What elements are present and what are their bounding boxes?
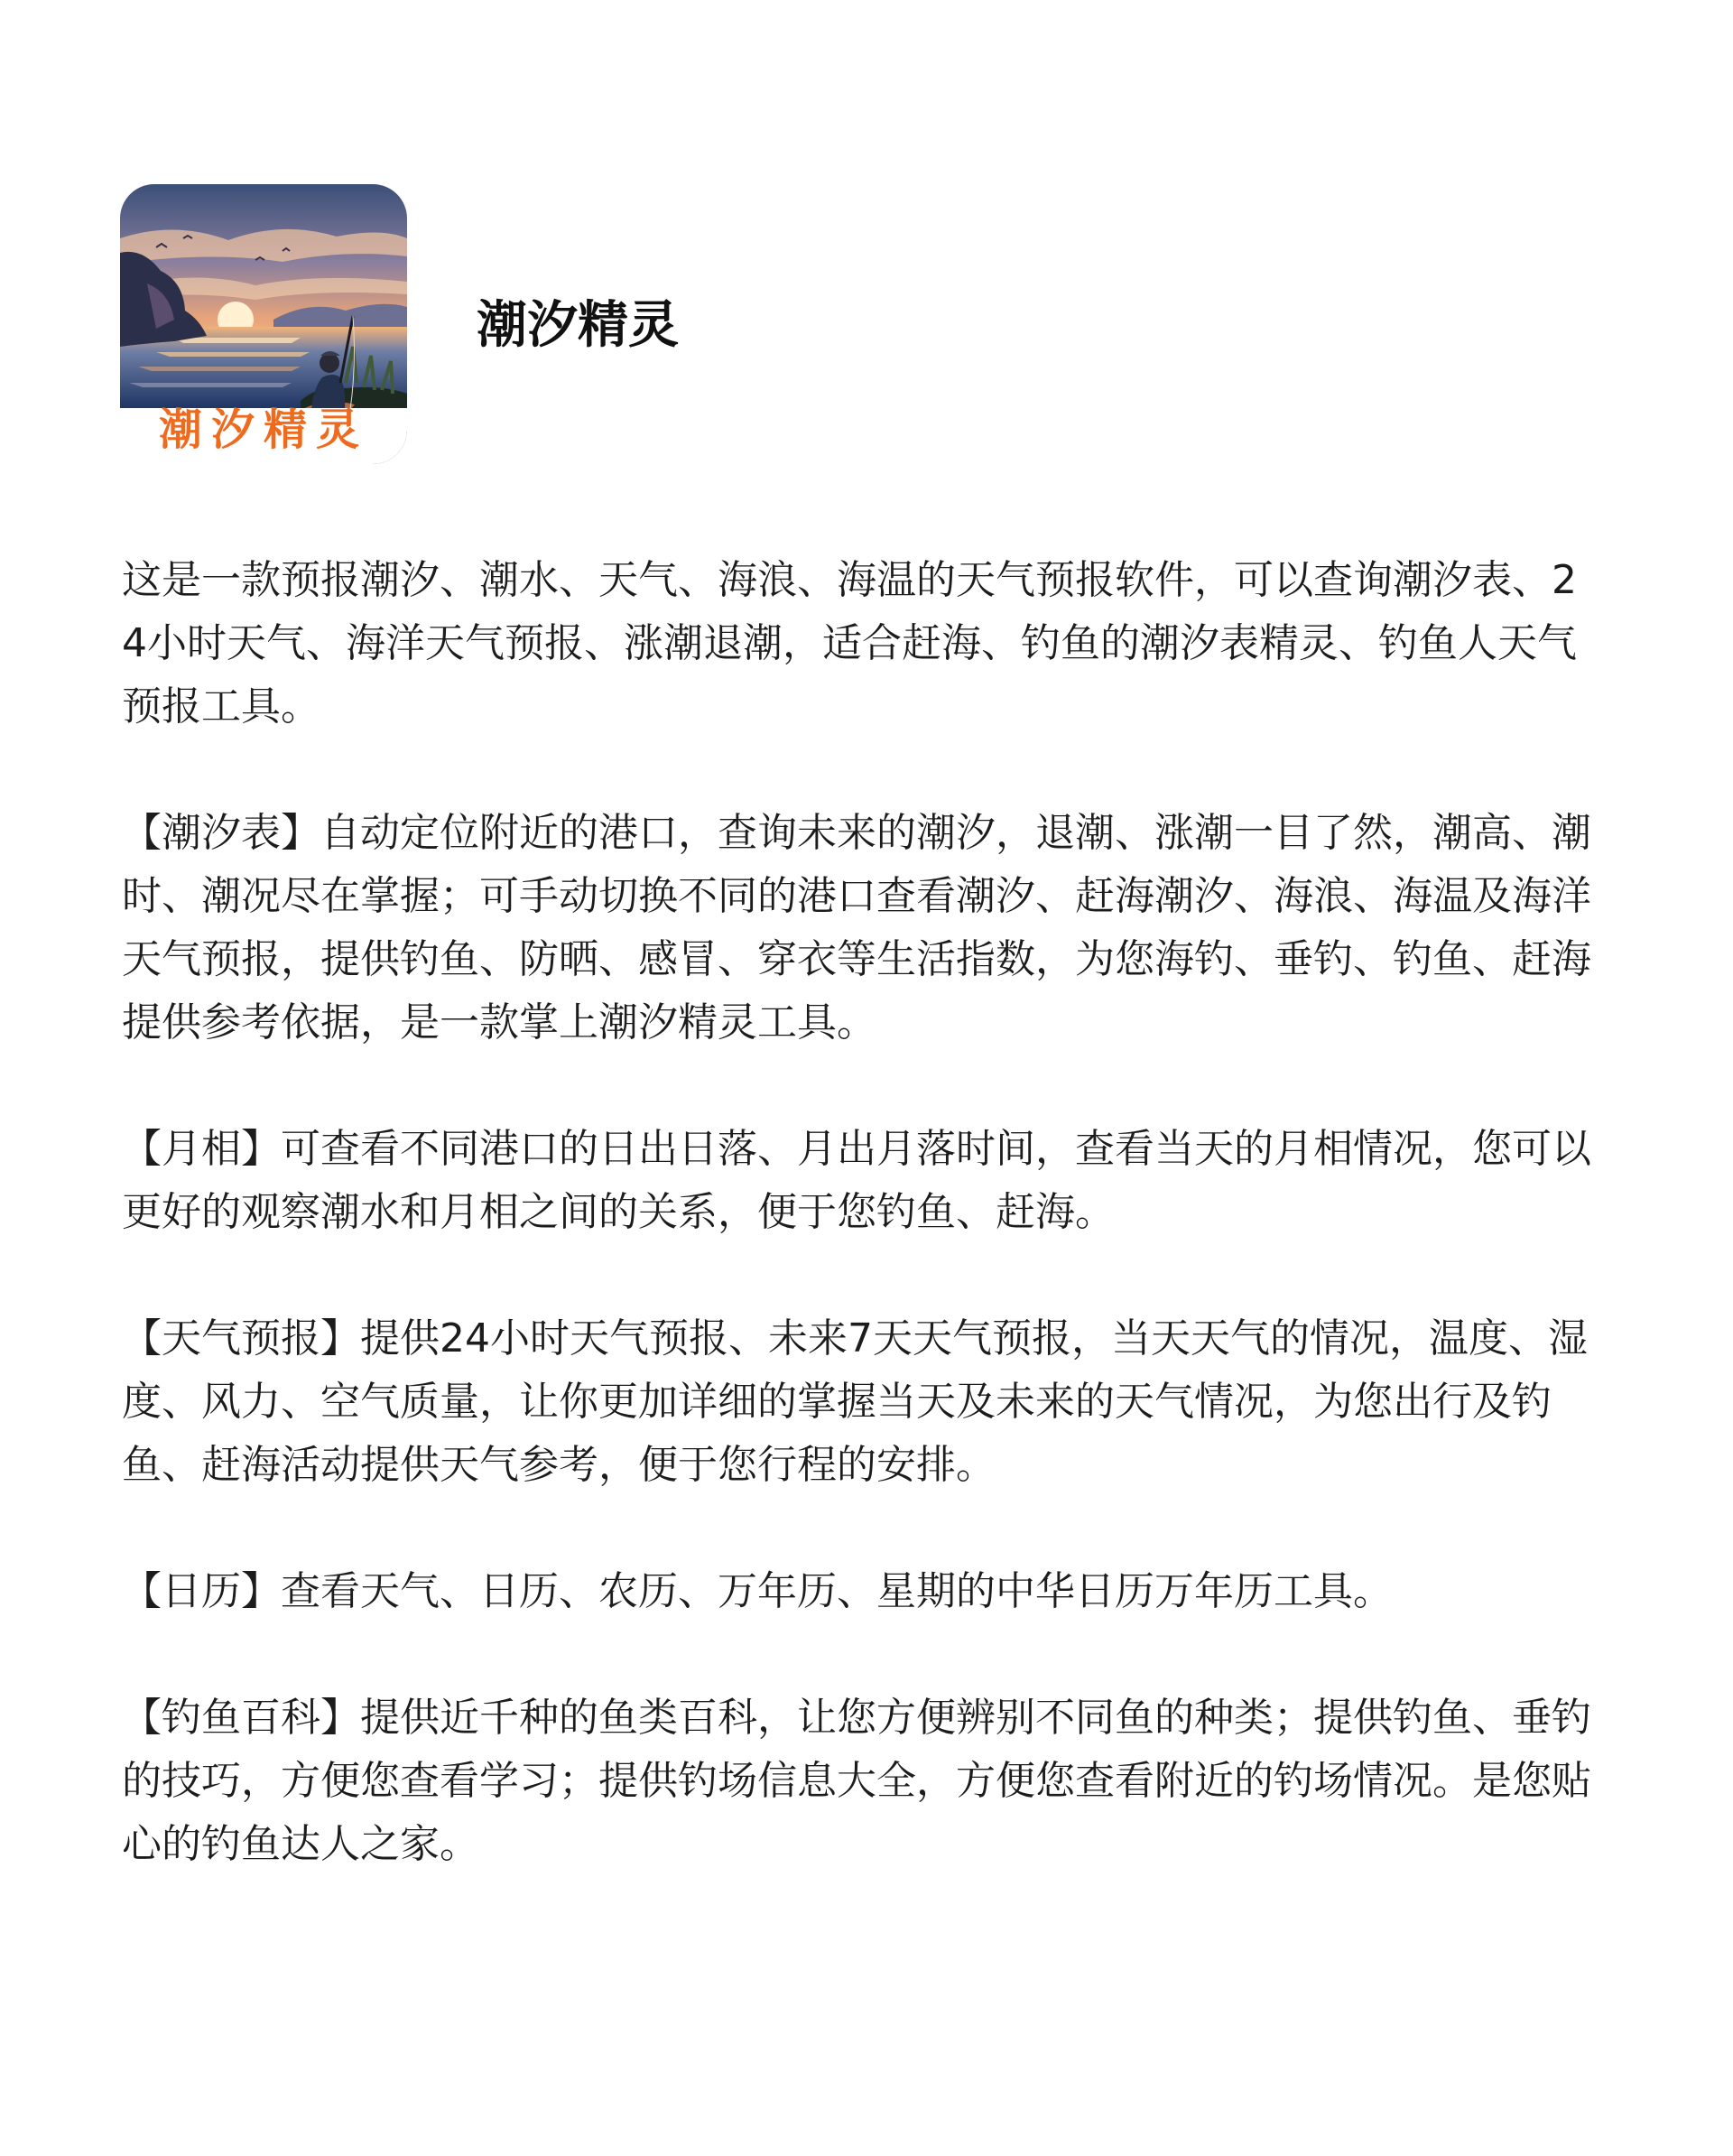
description-intro: 这是一款预报潮汐、潮水、天气、海浪、海温的天气预报软件，可以查询潮汐表、24小时天气、海洋天气预报、涨潮退潮，适合赶海、钓鱼的潮汐表精灵、钓鱼人天气预报工具。 [122, 557, 1577, 730]
fisherman-sunset-app-icon [120, 184, 407, 464]
app-description [122, 549, 1593, 1939]
app-header [120, 184, 1618, 464]
feature-tide-table: 【潮汐表】自动定位附近的港口，查询未来的潮汐，退潮、涨潮一目了然，潮高、潮时、潮况尽在掌握；可手动切换不同的港口查看潮汐、赶海潮汐、海浪、海温及海洋天气预报，提供钓鱼、防晒、感冒、穿衣等生活指数，为您海钓、垂钓、钓鱼、赶海提供参考依据，是一款掌上潮汐精灵工具。 [122, 810, 1591, 1045]
feature-moon-phase: 【月相】可查看不同港口的日出日落、月出月落时间，查看当天的月相情况，您可以更好的观察潮水和月相之间的关系，便于您钓鱼、赶海。 [122, 1126, 1591, 1235]
app-icon-caption: 潮汐精灵 [158, 404, 368, 455]
feature-weather-forecast: 【天气预报】提供24小时天气预报、未来7天天气预报，当天天气的情况，温度、湿度、风力、空气质量，让你更加详细的掌握当天及未来的天气情况，为您出行及钓鱼、赶海活动提供天气参考，便于您行程的安排。 [122, 1315, 1588, 1488]
app-title: 潮汐精灵 [477, 296, 679, 355]
feature-fishing-encyclopedia: 【钓鱼百科】提供近千种的鱼类百科，让您方便辨别不同鱼的种类；提供钓鱼、垂钓的技巧，方便您查看学习；提供钓场信息大全，方便您查看附近的钓场情况。是您贴心的钓鱼达人之家。 [122, 1695, 1591, 1867]
feature-calendar: 【日历】查看天气、日历、农历、万年历、星期的中华日历万年历工具。 [122, 1568, 1393, 1614]
